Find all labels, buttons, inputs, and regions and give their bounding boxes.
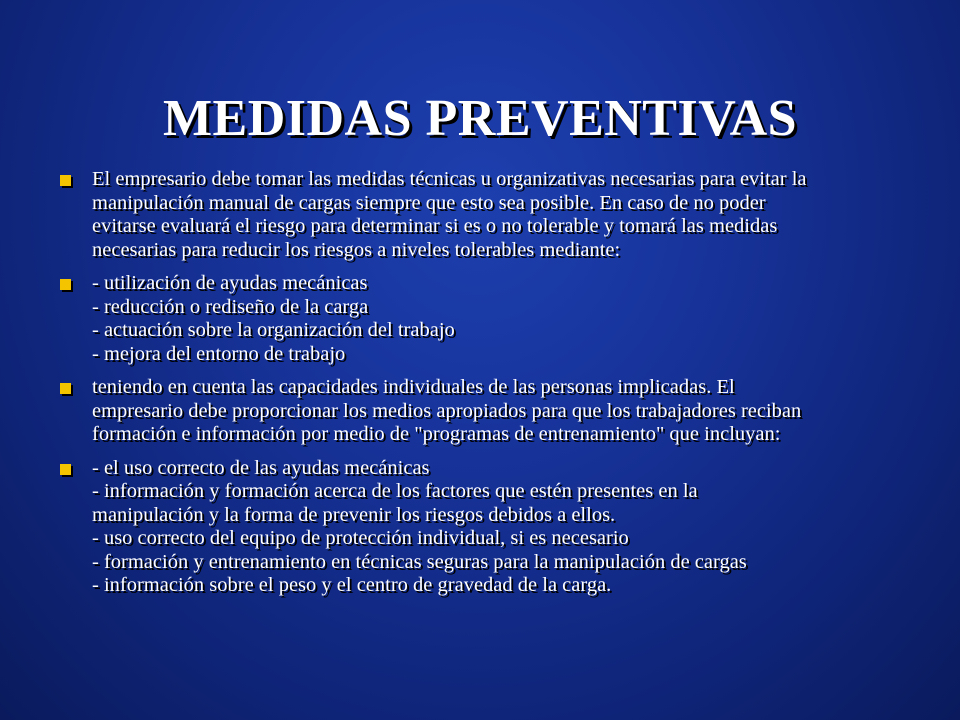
bullet-line: empresario debe proporcionar los medios apropiados para que los trabajadores reciban: [92, 399, 802, 422]
bullet-line: teniendo en cuenta las capacidades individuales de las personas implicadas. El: [92, 376, 735, 398]
bullet-line: El empresario debe tomar las medidas técnicas u organizativas necesarias para evitar la: [92, 168, 807, 190]
bullet-item-1: [58, 168, 918, 262]
bullet-line: manipulación manual de cargas siempre que esto sea posible. En caso de no poder: [92, 191, 766, 214]
square-bullet-icon: [60, 464, 71, 475]
bullet-text: [92, 457, 918, 598]
bullet-line: - uso correcto del equipo de protección individual, si es necesario: [92, 527, 629, 549]
bullet-line: - información y formación acerca de los factores que estén presentes en la: [92, 480, 698, 502]
bullet-text: [92, 272, 918, 366]
bullet-line: formación e información por medio de "programas de entrenamiento" que incluyan:: [92, 423, 781, 445]
square-bullet-icon: [60, 279, 71, 290]
square-bullet-icon: [60, 175, 71, 186]
bullet-item-2: [58, 272, 918, 366]
bullet-text: [92, 376, 918, 447]
bullet-line: manipulación y la forma de prevenir los riesgos debidos a ellos.: [92, 503, 616, 526]
bullet-line: - mejora del entorno de trabajo: [92, 342, 346, 365]
bullet-line: - el uso correcto de las ayudas mecánicas: [92, 456, 430, 479]
bullet-line: - reducción o rediseño de la carga: [92, 295, 369, 318]
bullet-line: necesarias para reducir los riesgos a niveles tolerables mediante:: [92, 238, 621, 261]
bullet-list: [58, 168, 918, 608]
slide-title: MEDIDAS PREVENTIVAS: [162, 89, 798, 147]
bullet-text: [92, 168, 918, 262]
bullet-line: - actuación sobre la organización del trabajo: [92, 319, 455, 341]
bullet-item-4: [58, 457, 918, 598]
bullet-item-3: [58, 376, 918, 447]
bullet-line: - información sobre el peso y el centro de gravedad de la carga.: [92, 574, 612, 596]
square-bullet-icon: [60, 383, 71, 394]
bullet-line: - utilización de ayudas mecánicas: [92, 272, 368, 294]
bullet-line: - formación y entrenamiento en técnicas seguras para la manipulación de cargas: [92, 550, 747, 573]
bullet-line: evitarse evaluará el riesgo para determinar si es o no tolerable y tomará las medidas: [92, 215, 778, 237]
